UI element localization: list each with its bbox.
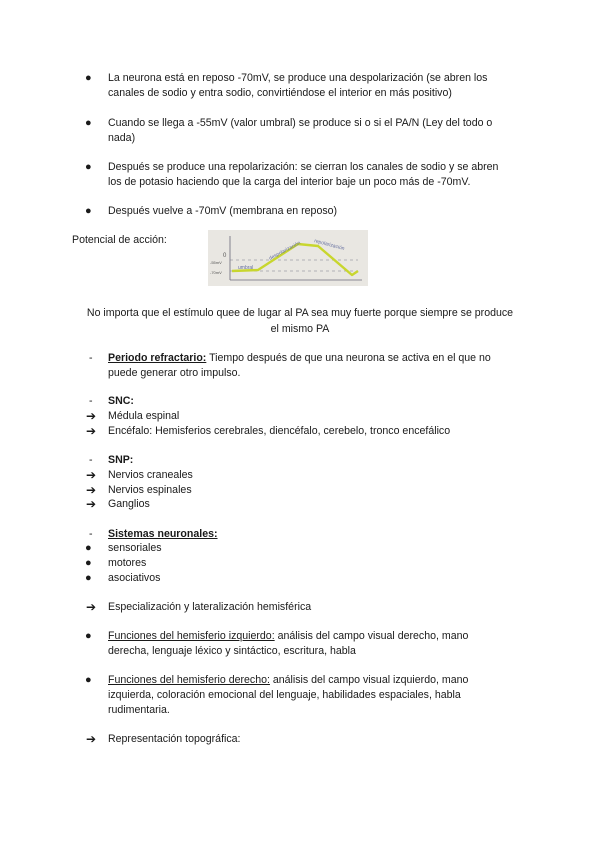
snc-title: SNC: (108, 395, 134, 407)
note-line-1: No importa que el estímulo quee de lugar al PA sea muy fuerte porque siempre se produce (86, 307, 514, 319)
bullet-glyph: ● (85, 542, 92, 554)
dash-glyph: - (89, 352, 93, 364)
arrow-glyph: ➔ (86, 409, 97, 423)
izquierdo-line-2: derecha, lenguaje léxico y sintáctico, escritura, habla (108, 645, 356, 657)
sistemas-item: motores (108, 557, 147, 569)
label-threshold: -55mV (210, 260, 222, 265)
label-rest: -70mV (210, 270, 222, 275)
bullet-text: Después vuelve a -70mV (membrana en reposo) (108, 205, 338, 217)
refractario-line-1 (108, 351, 491, 366)
bullet-text: canales de sodio y entra sodio, convirtiéndose el interior en más positivo) (108, 87, 452, 99)
label-falling: repolarización (313, 238, 346, 252)
arrow-glyph: ➔ (86, 497, 97, 511)
bullet-text: nada) (108, 132, 136, 144)
bullet-text: Cuando se llega a -55mV (valor umbral) se produce si o si el PA/N (Ley del todo o (108, 117, 493, 129)
arrow-glyph: ➔ (86, 483, 97, 497)
note-line-2: el mismo PA (270, 323, 330, 335)
refractario-text: Tiempo después de que una neurona se activa en el que no (206, 352, 491, 364)
arrow-glyph: ➔ (86, 424, 97, 438)
paper-background (208, 230, 368, 286)
bullet-text: Después se produce una repolarización: se cierran los canales de sodio y se abren (108, 161, 499, 173)
arrow-glyph: ➔ (86, 600, 97, 614)
snp-item: Nervios espinales (108, 484, 192, 496)
especializacion-text: Especialización y lateralización hemisférica (108, 601, 312, 613)
derecho-line-2: izquierda, coloración emocional del lenguaje, habilidades espaciales, habla (108, 689, 461, 701)
derecho-term: Funciones del hemisferio derecho: (108, 674, 270, 686)
sistemas-item: sensoriales (108, 542, 162, 554)
derecho-line-3: rudimentaria. (108, 704, 170, 716)
sistemas-item: asociativos (108, 572, 161, 584)
bullet-glyph: ● (85, 161, 92, 173)
bullet-glyph: ● (85, 72, 92, 84)
snp-item: Nervios craneales (108, 469, 193, 481)
action-potential-diagram (208, 230, 368, 286)
izquierdo-term: Funciones del hemisferio izquierdo: (108, 630, 275, 642)
bullet-glyph: ● (85, 674, 92, 686)
bullet-glyph: ● (85, 630, 92, 642)
sistemas-title: Sistemas neuronales: (108, 528, 218, 540)
derecho-text: análisis del campo visual izquierdo, mano (269, 674, 469, 686)
snc-item: Encéfalo: Hemisferios cerebrales, diencéfalo, cerebelo, tronco encefálico (108, 425, 451, 437)
snp-title: SNP: (108, 454, 134, 466)
bullet-text: los de potasio haciendo que la carga del interior baje un poco más de -70mV. (108, 176, 471, 188)
label-rising: despolarización (268, 240, 302, 262)
potencial-label: Potencial de acción: (72, 234, 167, 246)
derecho-line-1 (108, 673, 468, 688)
label-zero: 0 (223, 253, 227, 259)
dash-glyph: - (89, 528, 93, 540)
bullet-glyph: ● (85, 117, 92, 129)
arrow-glyph: ➔ (86, 732, 97, 746)
label-base: umbral (238, 265, 254, 271)
representacion-text: Representación topográfica: (108, 733, 241, 745)
arrow-glyph: ➔ (86, 468, 97, 482)
bullet-text: La neurona está en reposo -70mV, se produce una despolarización (se abren los (108, 72, 488, 84)
refractario-line-2: puede generar otro impulso. (108, 367, 241, 379)
bullet-glyph: ● (85, 572, 92, 584)
refractario-term: Periodo refractario: (108, 352, 207, 364)
bullet-glyph: ● (85, 205, 92, 217)
dash-glyph: - (89, 454, 93, 466)
snp-item: Ganglios (108, 498, 150, 510)
izquierdo-text: análisis del campo visual derecho, mano (274, 630, 469, 642)
izquierdo-line-1 (108, 629, 468, 644)
bullet-glyph: ● (85, 557, 92, 569)
dash-glyph: - (89, 395, 93, 407)
snc-item: Médula espinal (108, 410, 180, 422)
